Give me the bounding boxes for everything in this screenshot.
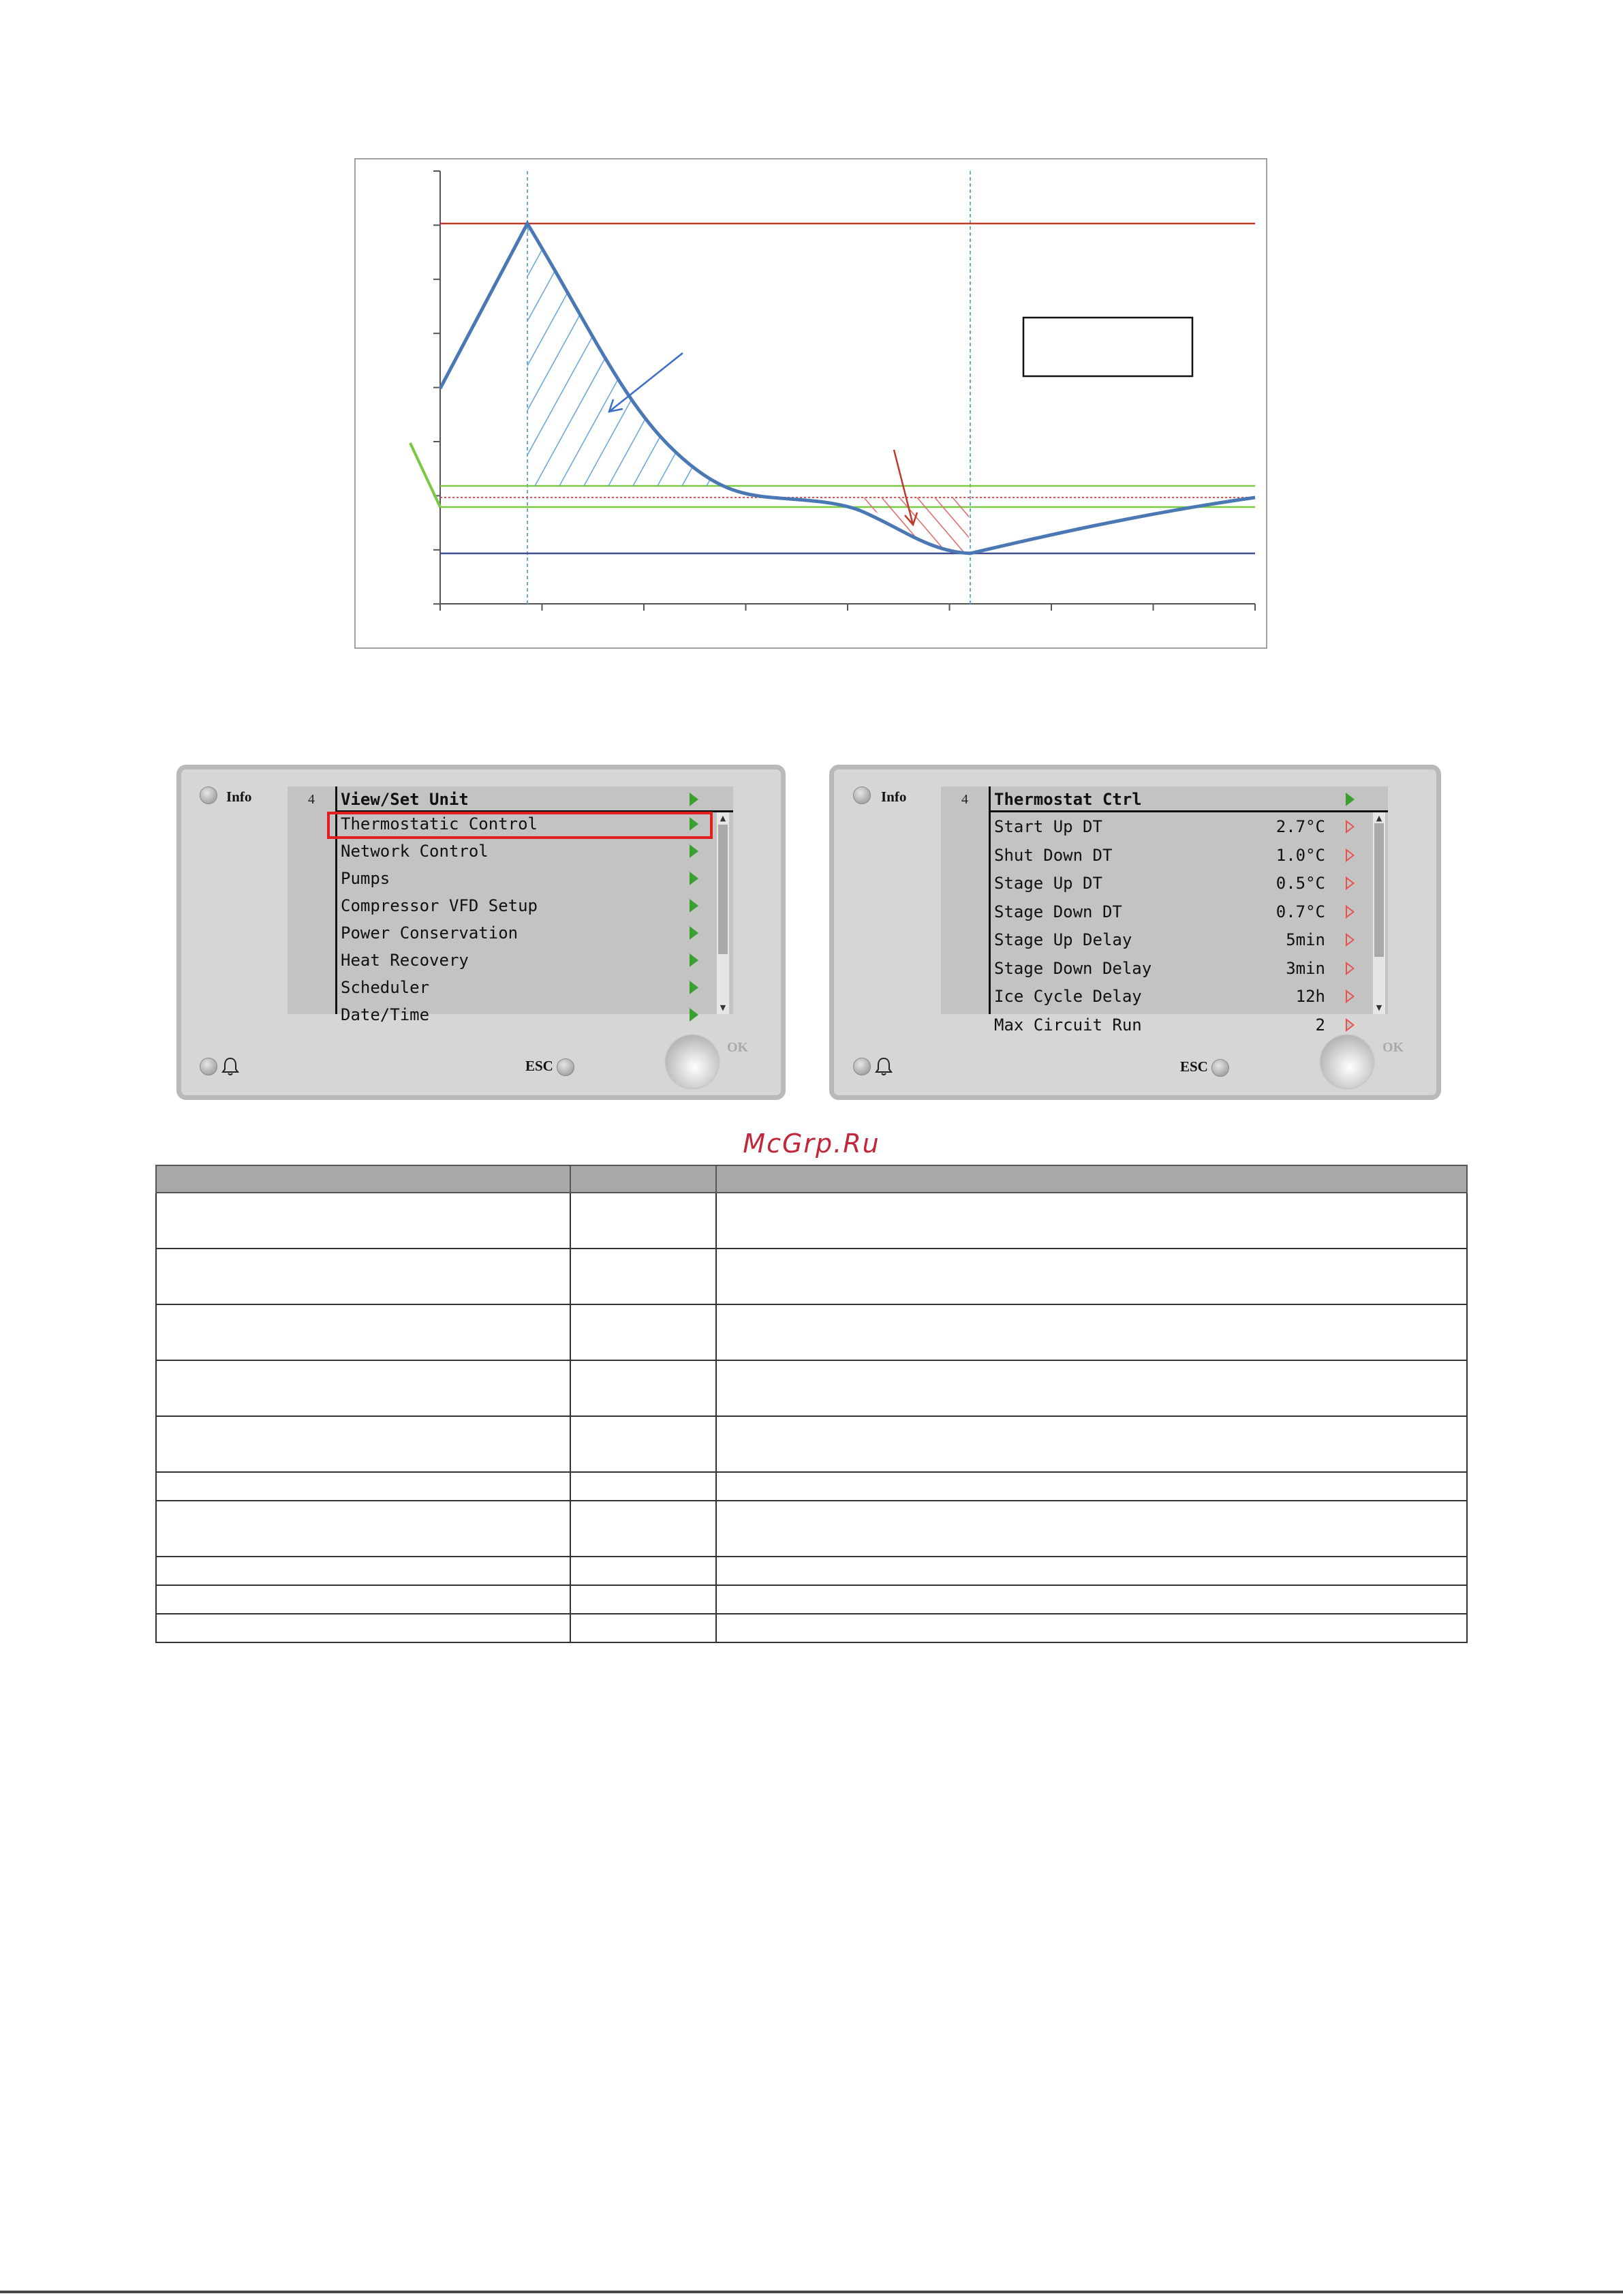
watermark: McGrp.Ru [743, 1129, 880, 1159]
menu-item-label: Thermostatic Control [341, 814, 538, 833]
table-row [156, 1193, 1467, 1249]
esc-button[interactable] [1211, 1059, 1229, 1077]
scroll-thumb[interactable] [718, 825, 728, 954]
table-cell [156, 1614, 570, 1642]
info-label: Info [226, 789, 252, 805]
table-cell [716, 1360, 1467, 1416]
table-cell [156, 1416, 570, 1472]
parameter-label: Stage Down Delay [994, 958, 1152, 978]
hatch-line [935, 498, 983, 553]
table-cell [716, 1585, 1467, 1614]
table-cell [156, 1193, 570, 1249]
chart-canvas [356, 159, 1266, 647]
table-cell [156, 1557, 570, 1585]
hatch-line [846, 498, 894, 553]
table-cell [570, 1585, 716, 1614]
parameter-row[interactable] [994, 1012, 1325, 1038]
table-row [156, 1360, 1467, 1416]
table-cell [570, 1416, 716, 1472]
parameter-row[interactable] [994, 927, 1325, 953]
parameter-label: Stage Up Delay [994, 930, 1132, 949]
hatch-blue-area [265, 224, 876, 486]
table-cell [716, 1249, 1467, 1304]
esc-button[interactable] [557, 1058, 574, 1076]
hatch-line [535, 224, 679, 486]
parameter-row[interactable] [994, 899, 1325, 925]
table-row [156, 1557, 1467, 1585]
table-cell [156, 1501, 570, 1557]
menu-item[interactable] [341, 866, 390, 891]
parameter-value: 5min [1286, 930, 1325, 949]
table-cell [570, 1304, 716, 1360]
table-row [156, 1472, 1467, 1501]
parameter-value: 3min [1286, 958, 1325, 978]
ok-label: OK [727, 1040, 749, 1055]
ok-label: OK [1382, 1040, 1404, 1055]
edit-arrow-icon[interactable] [1346, 990, 1355, 1003]
menu-item[interactable] [341, 838, 489, 864]
hatch-line [917, 498, 965, 553]
table-row [156, 1614, 1467, 1642]
menu-item-label: Date/Time [341, 1005, 430, 1024]
scrollbar[interactable] [717, 812, 729, 1014]
legend-box [1023, 318, 1192, 376]
edit-arrow-icon[interactable] [1346, 933, 1355, 947]
chevron-right-icon [690, 872, 698, 885]
parameter-row[interactable] [994, 955, 1325, 981]
selection-highlight [327, 812, 713, 839]
lcd-screen [941, 786, 1388, 1035]
screen-divider [989, 786, 991, 1014]
scroll-thumb[interactable] [1374, 823, 1384, 957]
table-body [156, 1193, 1467, 1642]
footer-rule [0, 2291, 1623, 2293]
table-cell [570, 1501, 716, 1557]
table-row [156, 1585, 1467, 1614]
chevron-right-icon [690, 1008, 698, 1022]
menu-item[interactable] [341, 893, 538, 919]
parameter-label: Stage Up DT [994, 874, 1102, 893]
parameter-value: 0.5°C [1276, 874, 1325, 893]
menu-item[interactable] [341, 920, 518, 946]
green-wedge [410, 443, 440, 507]
table-cell [716, 1416, 1467, 1472]
chevron-right-icon [690, 953, 698, 967]
page-number: 4 [308, 792, 315, 807]
menu-item-label: Compressor VFD Setup [341, 896, 538, 915]
bell-icon [874, 1056, 893, 1077]
menu-item-label: Scheduler [341, 978, 430, 997]
hatch-line [363, 224, 508, 486]
table-row [156, 1249, 1467, 1304]
thermostat-chart [354, 158, 1267, 649]
table-cell [570, 1472, 716, 1501]
edit-arrow-icon[interactable] [1346, 848, 1355, 862]
hatch-line [510, 224, 655, 486]
hatch-line [265, 224, 409, 486]
hatch-line [314, 224, 459, 486]
table-cell [716, 1304, 1467, 1360]
table-cell [570, 1557, 716, 1585]
menu-header [341, 786, 469, 812]
table-cell [156, 1249, 570, 1304]
hmi-panel-left [176, 765, 786, 1100]
parameter-label: Shut Down DT [994, 845, 1113, 865]
hatch-line [899, 498, 947, 553]
parameter-label: Start Up DT [994, 817, 1102, 836]
lcd-screen [288, 786, 733, 1024]
scrollbar[interactable] [1373, 812, 1385, 1014]
info-led[interactable] [853, 786, 871, 804]
hatch-line [658, 224, 802, 486]
table-row [156, 1501, 1467, 1557]
table-cell [156, 1304, 570, 1360]
scroll-up-icon[interactable]: ▲ [720, 814, 726, 823]
hatch-line [707, 224, 851, 486]
parameter-label: Stage Down DT [994, 902, 1122, 921]
alarm-led[interactable] [853, 1058, 871, 1075]
table-cell [570, 1193, 716, 1249]
edit-arrow-icon[interactable] [1346, 1018, 1355, 1032]
chevron-right-icon [690, 899, 698, 913]
table-row [156, 1304, 1467, 1360]
page-number: 4 [961, 792, 968, 807]
red-arrow [894, 450, 913, 525]
hatch-line [559, 224, 704, 486]
edit-arrow-icon[interactable] [1346, 962, 1355, 975]
chevron-right-icon [690, 926, 698, 940]
chevron-right-icon [690, 844, 698, 858]
ok-knob[interactable] [1320, 1035, 1374, 1088]
ok-knob[interactable] [666, 1035, 719, 1088]
hatch-line [731, 224, 876, 486]
menu-item-label: Pumps [341, 869, 390, 888]
hatch-line [412, 224, 557, 486]
parameter-label: Ice Cycle Delay [994, 987, 1142, 1006]
parameter-value: 12h [1295, 987, 1325, 1006]
table-cell [716, 1501, 1467, 1557]
menu-item[interactable] [341, 975, 429, 1000]
edit-arrow-icon[interactable] [1346, 820, 1355, 833]
menu-item-label: Power Conservation [341, 923, 519, 943]
parameter-table [155, 1165, 1468, 1643]
bell-icon [221, 1056, 240, 1077]
hatch-line [682, 224, 826, 486]
table-cell [570, 1249, 716, 1304]
scroll-down-icon[interactable]: ▼ [720, 1003, 726, 1012]
chevron-right-icon [690, 981, 698, 994]
parameter-row[interactable] [994, 814, 1325, 840]
esc-label: ESC [525, 1058, 553, 1074]
menu-item[interactable] [341, 947, 469, 973]
menu-header [994, 786, 1142, 812]
alarm-led[interactable] [200, 1058, 217, 1075]
table-cell [156, 1585, 570, 1614]
table-cell [716, 1472, 1467, 1501]
menu-item-label: Network Control [341, 842, 489, 861]
scroll-down-icon[interactable]: ▼ [1376, 1003, 1382, 1012]
menu-item-label: Heat Recovery [341, 951, 469, 970]
table-cell [716, 1557, 1467, 1585]
esc-label: ESC [1180, 1058, 1208, 1075]
parameter-value: 2 [1315, 1015, 1325, 1035]
info-led[interactable] [200, 786, 217, 804]
table-header-cell [156, 1165, 570, 1193]
table-cell [570, 1614, 716, 1642]
table-header-row [156, 1165, 1467, 1193]
parameter-row[interactable] [994, 842, 1325, 868]
table-header-cell [570, 1165, 716, 1193]
header-arrow-icon [690, 793, 698, 806]
info-label: Info [881, 789, 907, 805]
menu-item[interactable] [341, 1002, 429, 1028]
hmi-panel-right [829, 765, 1441, 1100]
hatch-line [633, 224, 777, 486]
table-cell [156, 1360, 570, 1416]
table-header-cell [716, 1165, 1467, 1193]
menu-header-label: Thermostat Ctrl [994, 790, 1142, 809]
table-row [156, 1416, 1467, 1472]
menu-header-label: View/Set Unit [341, 790, 469, 809]
table-cell [716, 1614, 1467, 1642]
hatch-line [584, 224, 728, 486]
parameter-row[interactable] [994, 983, 1325, 1009]
temperature-curve [440, 224, 1255, 553]
parameter-row[interactable] [994, 870, 1325, 896]
parameter-label: Max Circuit Run [994, 1015, 1142, 1035]
edit-arrow-icon[interactable] [1346, 876, 1355, 890]
edit-arrow-icon[interactable] [1346, 905, 1355, 919]
parameter-value: 1.0°C [1276, 845, 1325, 865]
parameter-value: 2.7°C [1276, 817, 1325, 836]
hatch-line [953, 498, 1000, 553]
table-cell [156, 1472, 570, 1501]
hatch-line [461, 224, 606, 486]
scroll-up-icon[interactable]: ▲ [1376, 814, 1382, 823]
parameter-value: 0.7°C [1276, 902, 1325, 921]
header-arrow-icon [1346, 793, 1355, 806]
table-cell [570, 1360, 716, 1416]
table-cell [716, 1193, 1467, 1249]
x-axis-ticks [440, 604, 1255, 611]
